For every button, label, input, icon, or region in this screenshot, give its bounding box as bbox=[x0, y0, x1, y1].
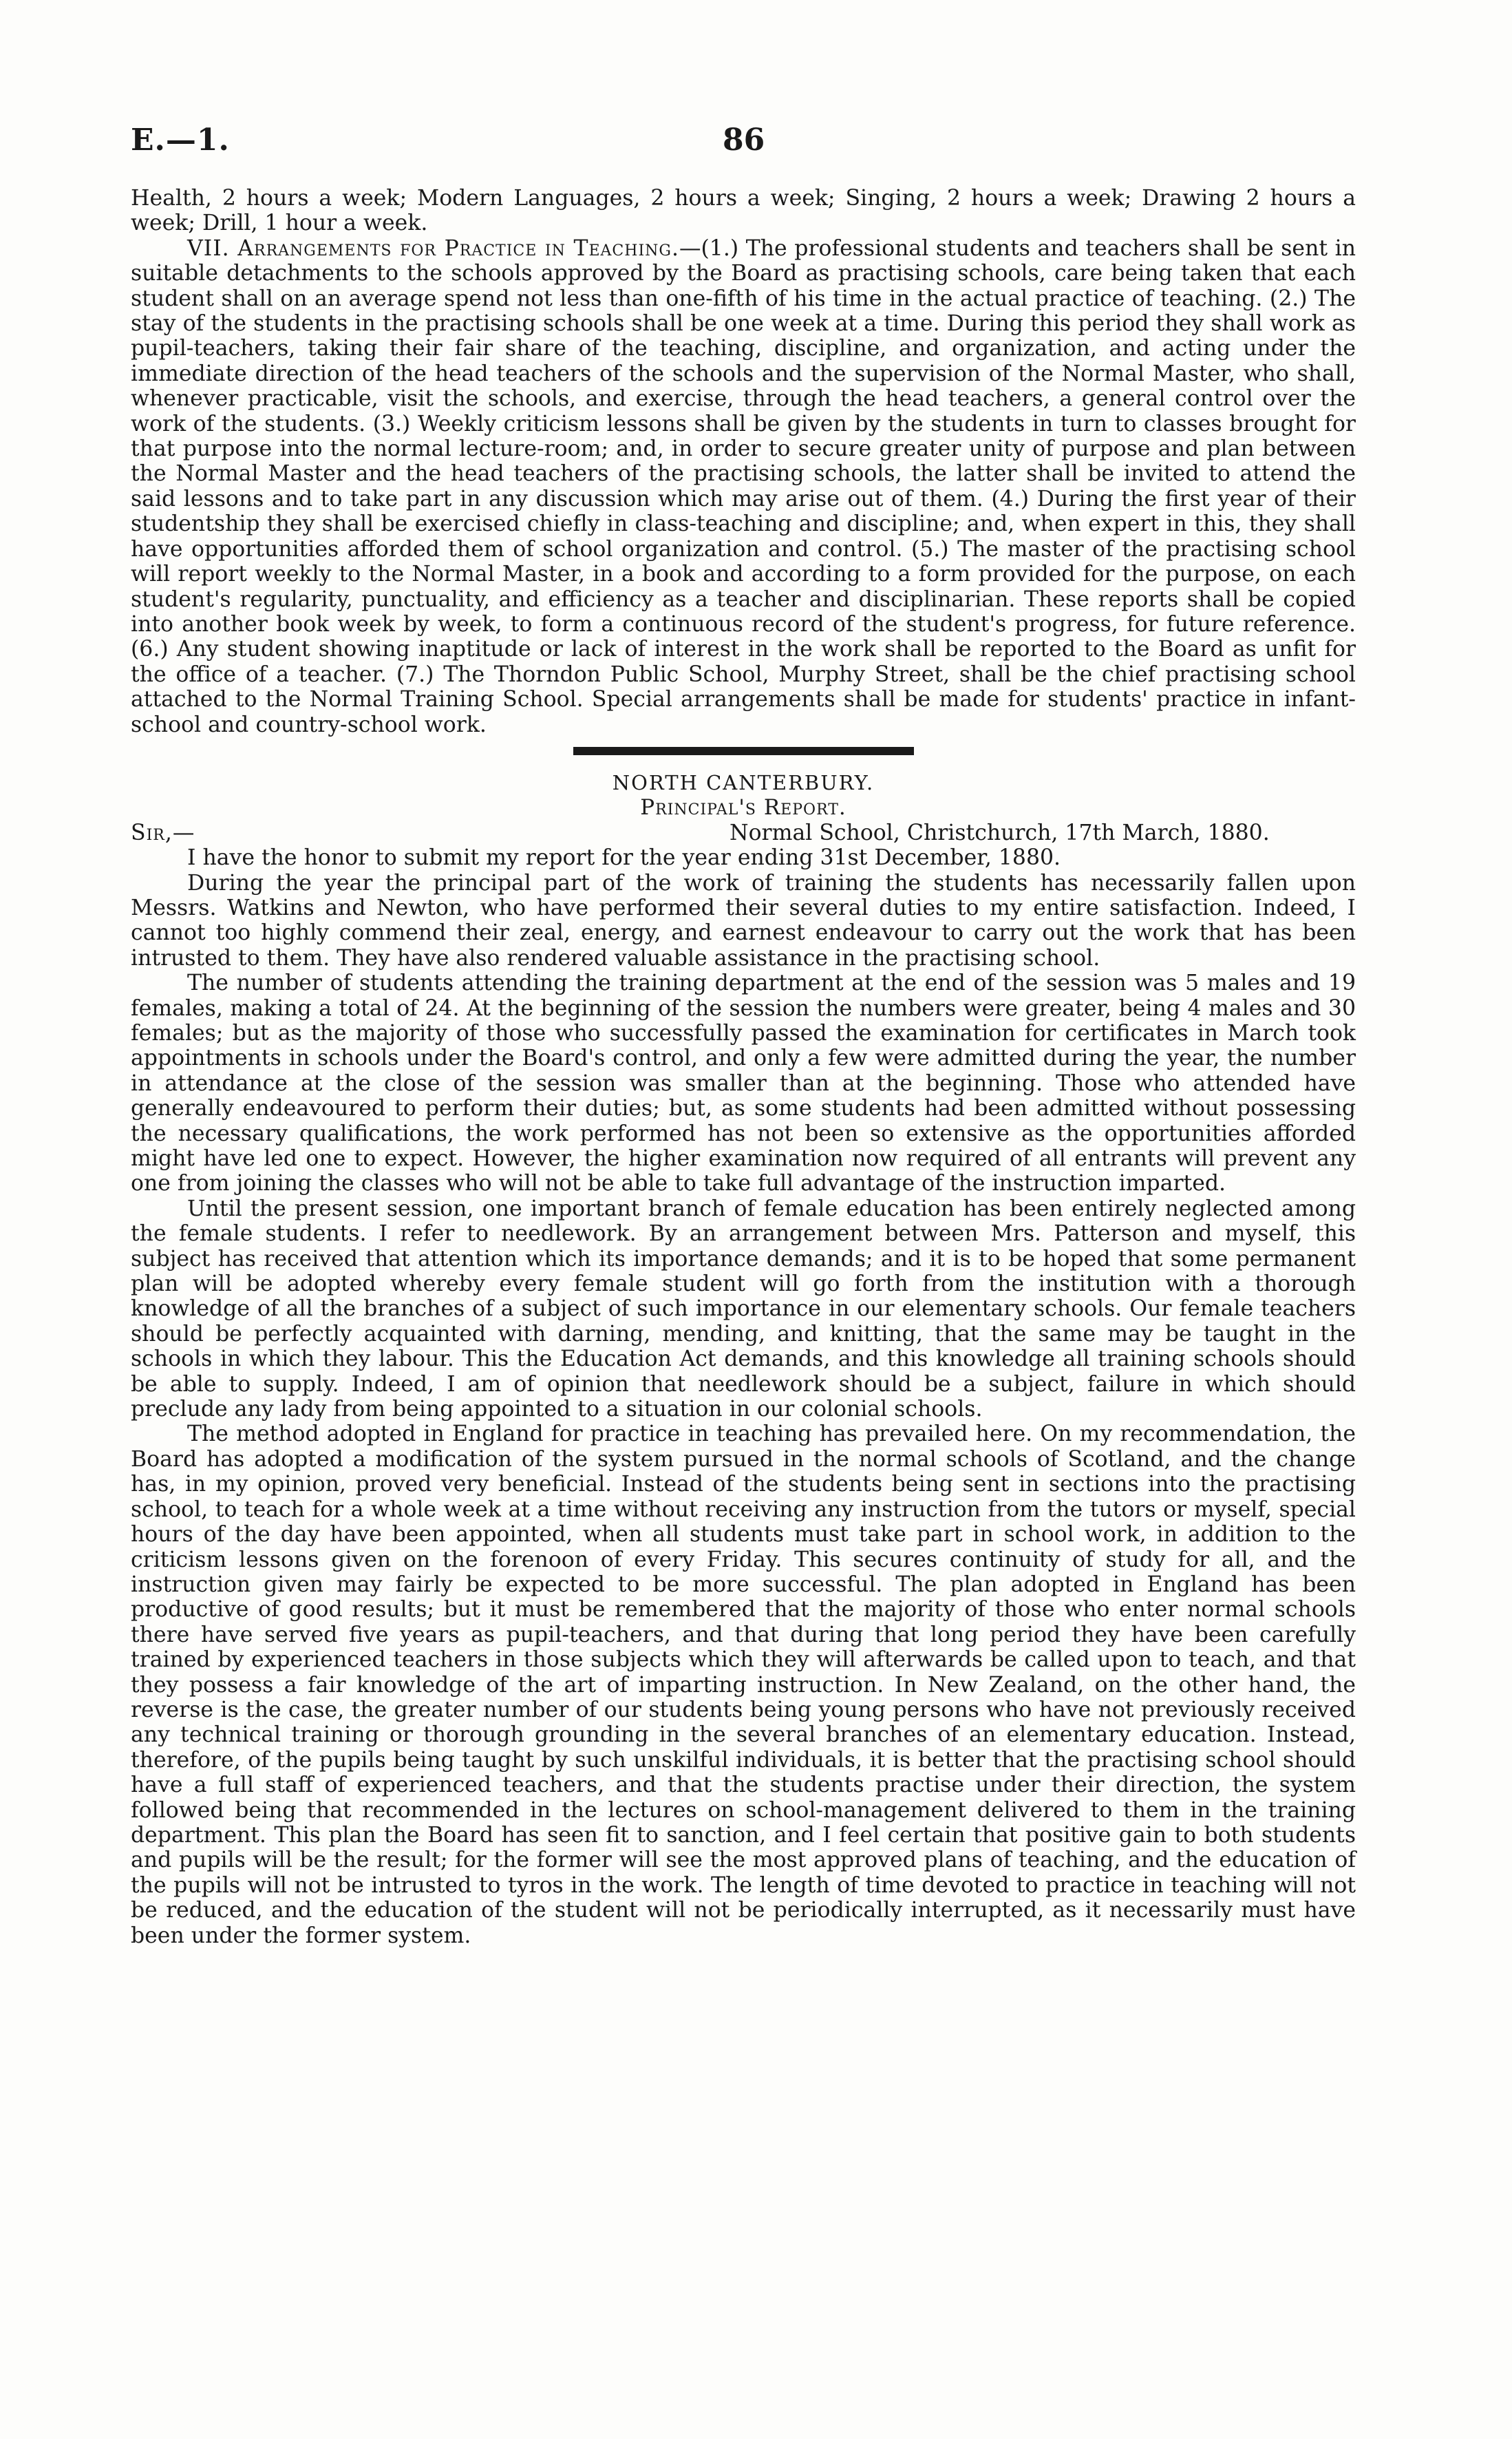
document-reference: E.—1. bbox=[131, 123, 230, 158]
page-number: 86 bbox=[723, 123, 765, 158]
place-date: Normal School, Christchurch, 17th March, 1880. bbox=[730, 820, 1270, 845]
section-heading-vii: VII. Arrangements for Practice in Teaching. bbox=[187, 235, 679, 261]
paragraph-health-hours: Health, 2 hours a week; Modern Languages, 2 hours a week; Singing, 2 hours a week; Drawing 2 hours a week; Drill, 1 hour a week. bbox=[131, 186, 1356, 236]
page-body bbox=[131, 186, 1356, 1948]
report-paragraph: Until the present session, one important branch of female education has been entirely neglected among the female students. I refer to needlework. By an arrangement between Mrs. Patterson and myself, this subject has received that attention which its importance demands; and it is to be hoped that some permanent plan will be adopted whereby every female student will go forth from the institution with a thorough knowledge of all the branches of a subject of such importance in our elementary schools. Our female teachers should be perfectly acquainted with darning, mending, and knitting, that the same may be taught in the schools in which they labour. This the Education Act demands, and this knowledge all training schools should be able to supply. Indeed, I am of opinion that needlework should be a subject, failure in which should preclude any lady from being appointed to a situation in our colonial schools. bbox=[131, 1196, 1356, 1422]
report-heading: NORTH CANTERBURY. bbox=[612, 770, 875, 794]
salutation: Sir,— bbox=[131, 820, 195, 845]
report-dateline bbox=[131, 821, 1356, 845]
report-paragraph: During the year the principal part of the work of training the students has necessarily fallen upon Messrs. Watkins and Newton, who have performed their several duties to my entire satisfaction. Indeed, I cannot too highly commend their zeal, energy, and earnest endeavour to carry out the work that has been intrusted to them. They have also rendered valuable assistance in the practising school. bbox=[131, 870, 1356, 971]
section-divider bbox=[573, 747, 914, 755]
section-vii-text: —(1.) The professional students and teachers shall be sent in suitable detachments to the schools approved by the Board as practising schools, care being taken that each student shall on an average spend not less than one-fifth of his time in the actual practice of teaching. (2.) The stay of the students in the practising schools shall be one week at a time. During this period they shall work as pupil-teachers, taking their fair share of the teaching, discipline, and organization, and acting under the immediate direction of the head teachers of the schools and the supervision of the Normal Master, who shall, whenever practicable, visit the schools, and exercise, through the head teachers, a general control over the work of the students. (3.) Weekly criticism lessons shall be given by the students in turn to classes brought for that purpose into the normal lecture-room; and, in order to secure greater unity of purpose and plan between the Normal Master and the head teachers of the practising schools, the latter shall be invited to attend the said lessons and to take part in any discussion which may arise out of them. (4.) During the first year of their studentship they shall be exercised chiefly in class-teaching and discipline; and, when expert in this, they shall have opportunities afforded them of school organization and control. (5.) The master of the practising school will report weekly to the Normal Master, in a book and according to a form provided for the purpose, on each student's regularity, punctuality, and efficiency as a teacher and disciplinarian. These reports shall be copied into another book week by week, to form a continuous record of the student's progress, for future reference. (6.) Any student showing inaptitude or lack of interest in the work shall be reported to the Board as unfit for the office of a teacher. (7.) The Thorndon Public School, Murphy Street, shall be the chief practising school attached to the Normal Training School. Special arrangements shall be made for students' practice in infant-school and country-school work. bbox=[131, 235, 1356, 737]
report-paragraph: The method adopted in England for practice in teaching has prevailed here. On my recommendation, the Board has adopted a modification of the system pursued in the normal schools of Scotland, and the change has, in my opinion, proved very beneficial. Instead of the students being sent in sections into the practising school, to teach for a whole week at a time without receiving any instruction from the tutors or myself, special hours of the day have been appointed, when all students must take part in school work, in addition to the criticism lessons given on the forenoon of every Friday. This secures continuity of study for all, and the instruction given may fairly be expected to be more successful. The plan adopted in England has been productive of good results; but it must be remembered that the majority of those who enter normal schools there have served five years as pupil-teachers, and that during that long period they have been carefully trained by experienced teachers in those subjects which they will afterwards be called upon to teach, and that they possess a fair knowledge of the art of imparting instruction. In New Zealand, on the other hand, the reverse is the case, the greater number of our students being young persons who have not previously received any technical training or thorough grounding in the several branches of an elementary education. Instead, therefore, of the pupils being taught by such unskilful individuals, it is better that the practising school should have a full staff of experienced teachers, and that the students practise under their direction, the system followed being that recommended in the lectures on school-management delivered to them in the training department. This plan the Board has seen fit to sanction, and I feel certain that positive gain to both students and pupils will be the result; for the former will see the most approved plans of teaching, and the education of the pupils will not be intrusted to tyros in the work. The length of time devoted to practice in teaching will not be reduced, and the education of the student will not be periodically interrupted, as it necessarily must have been under the former system. bbox=[131, 1422, 1356, 1948]
paragraph-practice-in-teaching bbox=[131, 236, 1356, 737]
report-paragraph: The number of students attending the training department at the end of the session was 5 males and 19 females, making a total of 24. At the beginning of the session the numbers were greater, being 4 males and 30 females; but as the majority of those who successfully passed the examination for certificates in March took appointments in schools under the Board's control, and only a few were admitted during the year, the number in attendance at the close of the session was smaller than at the beginning. Those who attended have generally endeavoured to perform their duties; but, as some students had been admitted without possessing the necessary qualifications, the work performed has not been so extensive as the opportunities afforded might have led one to expect. However, the higher examination now required of all entrants will prevent any one from joining the classes who will not be able to take full advantage of the instruction imparted. bbox=[131, 971, 1356, 1196]
report-paragraph: I have the honor to submit my report for the year ending 31st December, 1880. bbox=[187, 845, 1061, 871]
report-subheading: Principal's Report. bbox=[640, 795, 846, 821]
page-header bbox=[131, 123, 1356, 164]
